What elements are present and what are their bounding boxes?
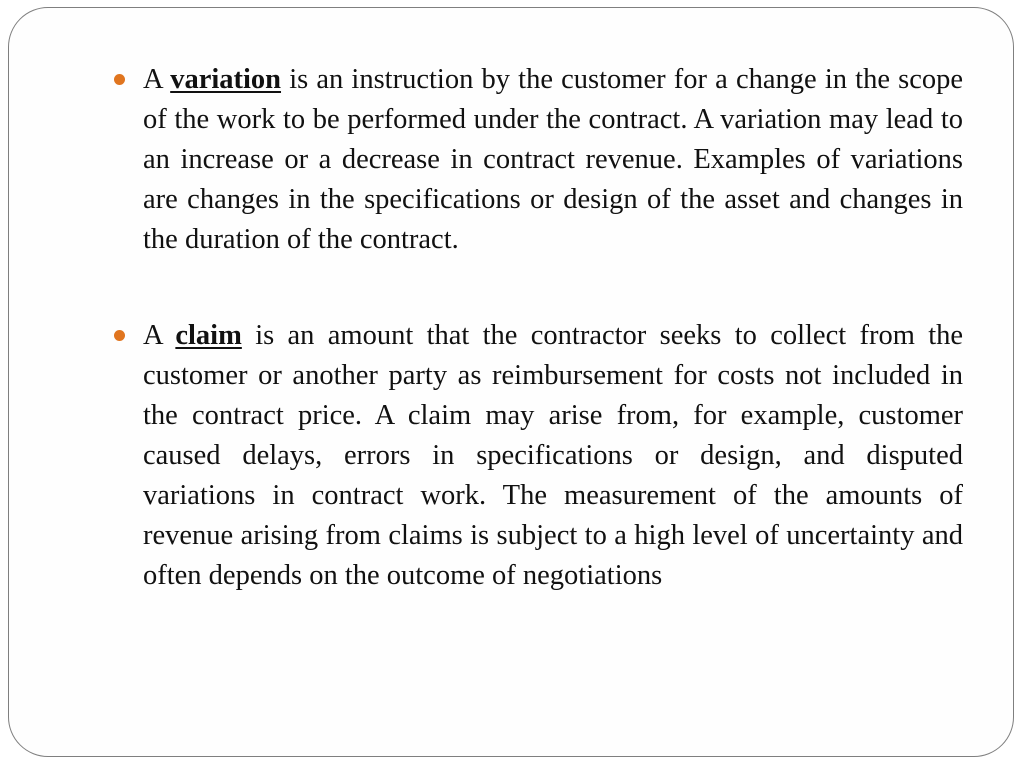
term-variation: variation <box>170 64 282 95</box>
bullet-dot-icon <box>114 330 125 341</box>
term-claim: claim <box>175 320 242 351</box>
bullet-text: is an amount that the contractor seeks to collect from the customer or another party as reimbursement for costs not included in the contract price. A claim may arise from, for example, customer caused delays, errors in specifications or design, and disputed variations in contract work. The measurement of the amounts of revenue arising from claims is subject to a high level of uncertainty and often depends on the outcome of negotiations <box>143 320 964 591</box>
bullet-lead: A <box>143 320 163 351</box>
bullet-claim <box>143 316 963 596</box>
bullet-variation <box>143 60 963 260</box>
bullet-dot-icon <box>114 74 125 85</box>
bullet-text: is an instruction by the customer for a change in the scope of the work to be performed under the contract. A variation may lead to an increase or a decrease in contract revenue. Examples of variations are changes in the specifications or design of the asset and changes in the duration of the contract. <box>143 64 964 255</box>
slide-content <box>143 60 963 596</box>
bullet-lead: A <box>143 64 163 95</box>
